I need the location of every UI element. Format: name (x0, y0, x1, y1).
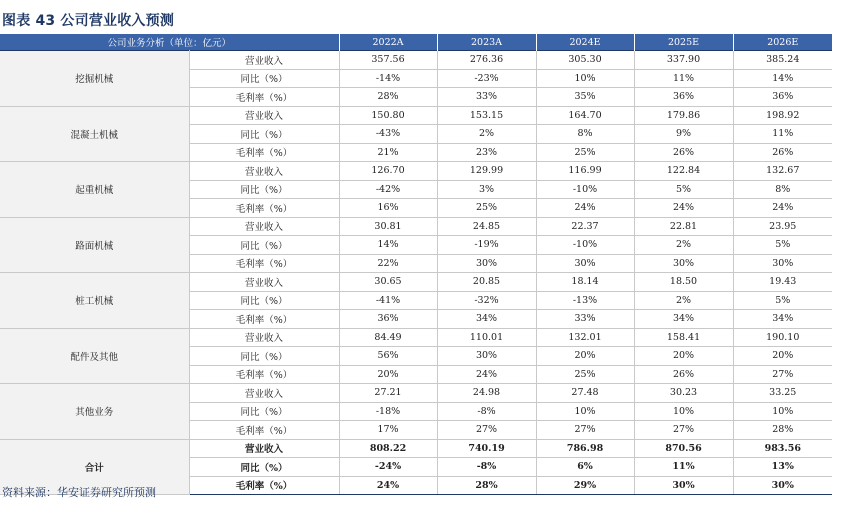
value-cell: 25% (437, 199, 536, 218)
value-cell: 740.19 (437, 439, 536, 458)
value-cell: 34% (733, 310, 832, 329)
value-cell: 179.86 (634, 106, 733, 125)
value-cell: 164.70 (536, 106, 634, 125)
value-cell: 24% (339, 476, 437, 495)
value-cell: 20% (634, 347, 733, 366)
header-year: 2024E (536, 34, 634, 51)
value-cell: 11% (634, 458, 733, 477)
value-cell: 337.90 (634, 51, 733, 70)
source-note: 资料来源：华安证券研究所预测 (2, 486, 156, 499)
table-row (0, 273, 832, 292)
metric-label: 毛利率（%） (189, 199, 339, 218)
metric-label: 营业收入 (189, 384, 339, 403)
value-cell: 30% (733, 254, 832, 273)
value-cell: 11% (733, 125, 832, 144)
value-cell: 22.37 (536, 217, 634, 236)
value-cell: 22% (339, 254, 437, 273)
value-cell: 6% (536, 458, 634, 477)
value-cell: 25% (536, 143, 634, 162)
header-year: 2026E (733, 34, 832, 51)
value-cell: 36% (733, 88, 832, 107)
value-cell: 33% (437, 88, 536, 107)
value-cell: 30.65 (339, 273, 437, 292)
value-cell: 21% (339, 143, 437, 162)
header-row (0, 34, 832, 51)
metric-label: 毛利率（%） (189, 254, 339, 273)
value-cell: 33% (536, 310, 634, 329)
value-cell: -10% (536, 236, 634, 255)
value-cell: 10% (634, 402, 733, 421)
segment-name: 桩工机械 (0, 273, 189, 329)
value-cell: 24% (634, 199, 733, 218)
value-cell: 28% (437, 476, 536, 495)
value-cell: 786.98 (536, 439, 634, 458)
value-cell: 122.84 (634, 162, 733, 181)
value-cell: -13% (536, 291, 634, 310)
value-cell: 5% (634, 180, 733, 199)
segment-name: 混凝土机械 (0, 106, 189, 162)
value-cell: 26% (634, 143, 733, 162)
metric-label: 同比（%） (189, 69, 339, 88)
value-cell: 198.92 (733, 106, 832, 125)
value-cell: 19.43 (733, 273, 832, 292)
value-cell: -32% (437, 291, 536, 310)
value-cell: -19% (437, 236, 536, 255)
segment-name: 起重机械 (0, 162, 189, 218)
value-cell: 28% (733, 421, 832, 440)
header-year: 2023A (437, 34, 536, 51)
value-cell: 10% (733, 402, 832, 421)
value-cell: 26% (733, 143, 832, 162)
value-cell: 20% (339, 365, 437, 384)
header-year: 2025E (634, 34, 733, 51)
metric-label: 同比（%） (189, 236, 339, 255)
value-cell: 18.50 (634, 273, 733, 292)
value-cell: 2% (634, 291, 733, 310)
value-cell: 16% (339, 199, 437, 218)
metric-label: 毛利率（%） (189, 421, 339, 440)
figure-title: 图表 43 公司营业收入预测 (2, 13, 175, 29)
table-row (0, 384, 832, 403)
value-cell: 24.98 (437, 384, 536, 403)
value-cell: 5% (733, 291, 832, 310)
segment-name: 配件及其他 (0, 328, 189, 384)
value-cell: 132.01 (536, 328, 634, 347)
value-cell: 29% (536, 476, 634, 495)
metric-label: 同比（%） (189, 402, 339, 421)
value-cell: 30% (634, 476, 733, 495)
value-cell: 30.23 (634, 384, 733, 403)
value-cell: 126.70 (339, 162, 437, 181)
metric-label: 营业收入 (189, 51, 339, 70)
metric-label: 营业收入 (189, 328, 339, 347)
metric-label: 同比（%） (189, 347, 339, 366)
value-cell: 27.48 (536, 384, 634, 403)
value-cell: 23% (437, 143, 536, 162)
metric-label: 营业收入 (189, 162, 339, 181)
segment-group (0, 162, 832, 218)
value-cell: 2% (437, 125, 536, 144)
value-cell: 870.56 (634, 439, 733, 458)
table-row (0, 439, 832, 458)
value-cell: 14% (339, 236, 437, 255)
value-cell: 56% (339, 347, 437, 366)
value-cell: 30% (536, 254, 634, 273)
value-cell: 35% (536, 88, 634, 107)
value-cell: 11% (634, 69, 733, 88)
metric-label: 营业收入 (189, 217, 339, 236)
value-cell: 23.95 (733, 217, 832, 236)
value-cell: 24% (437, 365, 536, 384)
segment-group (0, 328, 832, 384)
value-cell: 132.67 (733, 162, 832, 181)
value-cell: 8% (733, 180, 832, 199)
value-cell: 305.30 (536, 51, 634, 70)
value-cell: 158.41 (634, 328, 733, 347)
table-row (0, 162, 832, 181)
value-cell: 385.24 (733, 51, 832, 70)
value-cell: -8% (437, 458, 536, 477)
value-cell: 190.10 (733, 328, 832, 347)
metric-label: 营业收入 (189, 273, 339, 292)
value-cell: 34% (634, 310, 733, 329)
value-cell: 26% (634, 365, 733, 384)
value-cell: 36% (634, 88, 733, 107)
value-cell: 27.21 (339, 384, 437, 403)
value-cell: 20.85 (437, 273, 536, 292)
value-cell: 276.36 (437, 51, 536, 70)
value-cell: -24% (339, 458, 437, 477)
value-cell: 27% (437, 421, 536, 440)
revenue-forecast-table (0, 34, 832, 495)
segment-group (0, 384, 832, 440)
value-cell: 27% (536, 421, 634, 440)
value-cell: 153.15 (437, 106, 536, 125)
segment-group (0, 273, 832, 329)
value-cell: 36% (339, 310, 437, 329)
metric-label: 同比（%） (189, 125, 339, 144)
value-cell: 150.80 (339, 106, 437, 125)
value-cell: 116.99 (536, 162, 634, 181)
metric-label: 营业收入 (189, 439, 339, 458)
value-cell: 33.25 (733, 384, 832, 403)
segment-group (0, 217, 832, 273)
value-cell: 30% (437, 347, 536, 366)
value-cell: 8% (536, 125, 634, 144)
value-cell: 14% (733, 69, 832, 88)
value-cell: -41% (339, 291, 437, 310)
segment-group (0, 51, 832, 107)
value-cell: 27% (634, 421, 733, 440)
value-cell: -23% (437, 69, 536, 88)
value-cell: 22.81 (634, 217, 733, 236)
value-cell: 357.56 (339, 51, 437, 70)
table-row (0, 106, 832, 125)
value-cell: 2% (634, 236, 733, 255)
segment-name: 挖掘机械 (0, 51, 189, 107)
value-cell: 10% (536, 402, 634, 421)
metric-label: 毛利率（%） (189, 310, 339, 329)
metric-label: 同比（%） (189, 180, 339, 199)
value-cell: 24.85 (437, 217, 536, 236)
value-cell: 34% (437, 310, 536, 329)
metric-label: 毛利率（%） (189, 365, 339, 384)
table-row (0, 51, 832, 70)
value-cell: 25% (536, 365, 634, 384)
value-cell: -14% (339, 69, 437, 88)
value-cell: 30.81 (339, 217, 437, 236)
value-cell: 13% (733, 458, 832, 477)
header-business-analysis: 公司业务分析（单位：亿元） (0, 34, 339, 51)
value-cell: 27% (733, 365, 832, 384)
value-cell: 10% (536, 69, 634, 88)
table-row (0, 217, 832, 236)
metric-label: 毛利率（%） (189, 143, 339, 162)
value-cell: -18% (339, 402, 437, 421)
value-cell: -42% (339, 180, 437, 199)
value-cell: 20% (733, 347, 832, 366)
value-cell: 808.22 (339, 439, 437, 458)
value-cell: 30% (733, 476, 832, 495)
value-cell: 28% (339, 88, 437, 107)
value-cell: 110.01 (437, 328, 536, 347)
header-year: 2022A (339, 34, 437, 51)
metric-label: 毛利率（%） (189, 476, 339, 495)
value-cell: 30% (634, 254, 733, 273)
metric-label: 同比（%） (189, 291, 339, 310)
value-cell: 24% (733, 199, 832, 218)
value-cell: 30% (437, 254, 536, 273)
value-cell: -43% (339, 125, 437, 144)
value-cell: -8% (437, 402, 536, 421)
value-cell: -10% (536, 180, 634, 199)
segment-name: 路面机械 (0, 217, 189, 273)
value-cell: 20% (536, 347, 634, 366)
segment-name: 其他业务 (0, 384, 189, 440)
value-cell: 84.49 (339, 328, 437, 347)
value-cell: 18.14 (536, 273, 634, 292)
value-cell: 983.56 (733, 439, 832, 458)
value-cell: 129.99 (437, 162, 536, 181)
segment-group (0, 106, 832, 162)
segment-name: 合计 (0, 439, 189, 495)
value-cell: 9% (634, 125, 733, 144)
value-cell: 5% (733, 236, 832, 255)
value-cell: 3% (437, 180, 536, 199)
value-cell: 24% (536, 199, 634, 218)
table-row (0, 328, 832, 347)
metric-label: 毛利率（%） (189, 88, 339, 107)
metric-label: 同比（%） (189, 458, 339, 477)
metric-label: 营业收入 (189, 106, 339, 125)
value-cell: 17% (339, 421, 437, 440)
